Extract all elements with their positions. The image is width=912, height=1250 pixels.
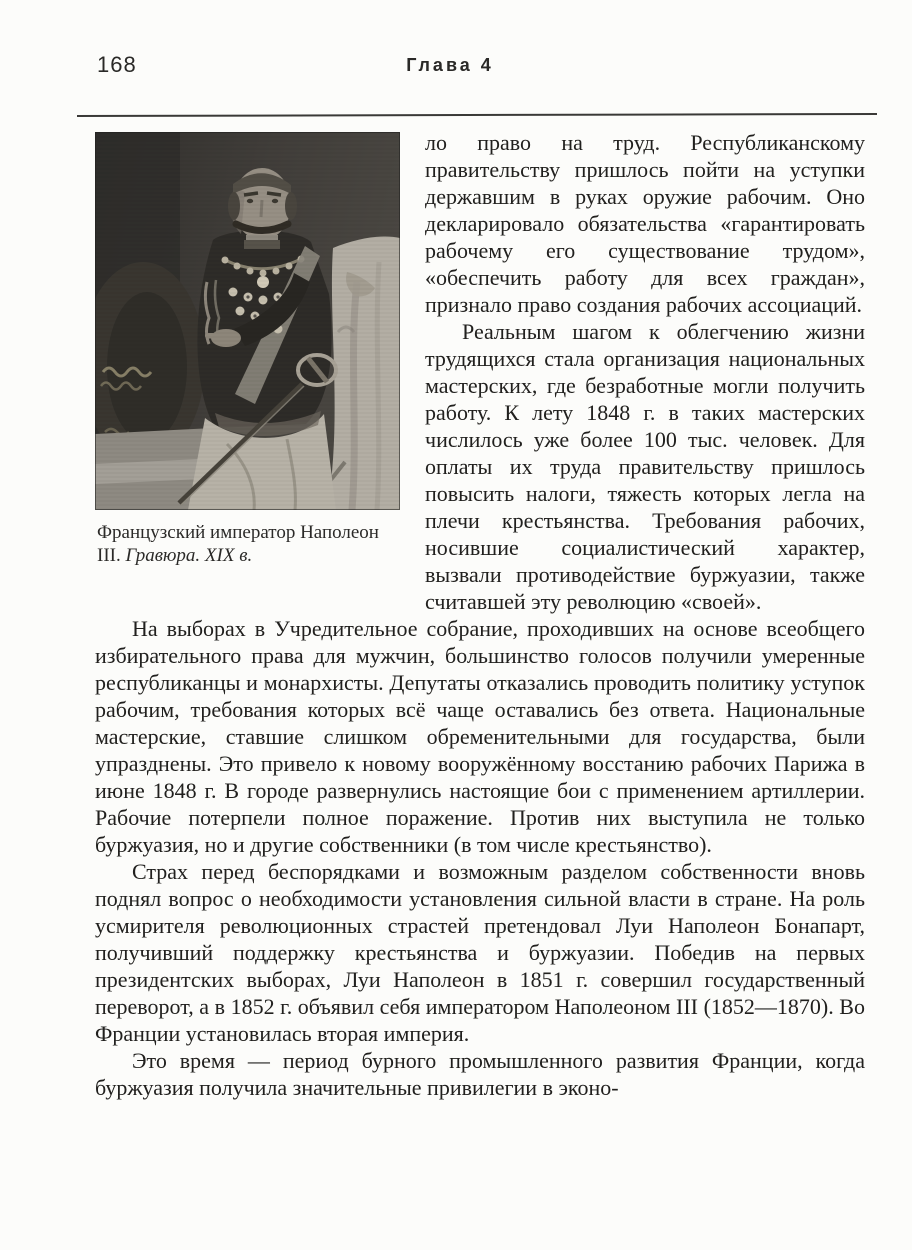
figure-caption-text: Французский император Наполеон III.	[97, 522, 379, 566]
napoleon-portrait-image	[95, 132, 400, 510]
paragraph: На выборах в Учредительное собрание, проходивших на основе всеобщего избирательного права для мужчин, большинство голосов получили умеренные республиканцы и монархисты. Депутаты отказались проводить политику уступок рабочим, требования которых всё чаще оставались без ответа. Национальные мастерские, ставшие слишком обременительными для государства, были упразднены. Это привело к новому вооружённому восстанию рабочих Парижа в июне 1848 г. В городе развернулись настоящие бои с применением артиллерии. Рабочие потерпели полное поражение. Против них выступила не только буржуазия, но и другие собственники (в том числе крестьянство).	[95, 616, 865, 857]
page-number: 168	[97, 52, 137, 77]
figure-caption	[95, 521, 400, 567]
page-body	[95, 129, 865, 1101]
header-rule	[77, 113, 877, 117]
page-header	[95, 52, 865, 82]
paragraph: Страх перед беспорядками и возможным разделом собственности вновь поднял вопрос о необходимости установления сильной власти в стране. На роль усмирителя революционных страстей претендовал Луи Наполеон Бонапарт, получивший поддержку крестьянства и буржуазии. Победив на первых президентских выборах, Луи Наполеон в 1851 г. совершил государственный переворот, а в 1852 г. объявил себя императором Наполеоном III (1852—1870). Во Франции установилась вторая империя.	[95, 859, 865, 1046]
figure-caption-italic: Гравюра. XIX в.	[125, 545, 253, 566]
chapter-title: Глава 4	[406, 55, 494, 75]
figure-napoleon	[95, 132, 400, 567]
paragraph: ло право на труд. Республиканскому правительству пришлось пойти на уступки державшим в руках оружие рабочим. Оно декларировало обязательства «гарантировать рабочему его существование трудом», «обеспечить работу для всех граждан», признало право создания рабочих ассоциаций.	[425, 130, 865, 317]
paragraph: Это время — период бурного промышленного развития Франции, когда буржуазия получила значительные привилегии в эконо-	[95, 1048, 865, 1100]
paragraph: Реальным шагом к облегчению жизни трудящихся стала организация национальных мастерских, где безработные могли получить работу. К лету 1848 г. в таких мастерских числилось уже более 100 тыс. человек. Для оплаты их труда правительству пришлось повысить налоги, тяжесть которых легла на плечи крестьянства. Требования рабочих, носившие социалистический характер, вызвали противодействие буржуазии, также считавшей эту революцию «своей».	[425, 319, 865, 614]
